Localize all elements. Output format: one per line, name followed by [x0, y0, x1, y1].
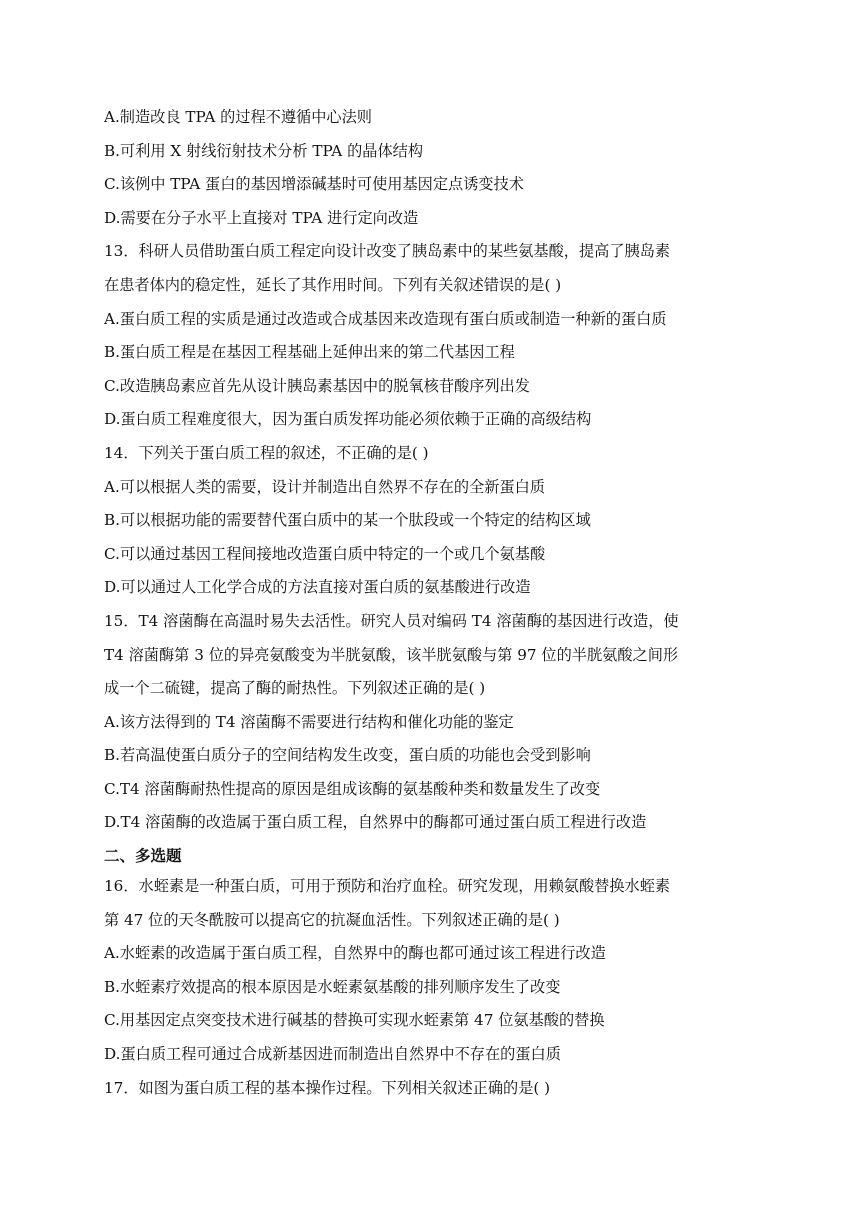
section-heading-multiple-choice: 二、多选题: [104, 847, 182, 866]
option-line: D.T4 溶菌酶的改造属于蛋白质工程，自然界中的酶都可通过蛋白质工程进行改造: [104, 813, 647, 832]
option-line: C.该例中 TPA 蛋白的基因增添碱基时可使用基因定点诱变技术: [104, 175, 524, 194]
question-15-stem: T4 溶菌酶第 3 位的异亮氨酸变为半胱氨酸，该半胱氨酸与第 97 位的半胱氨酸之间形: [104, 645, 679, 664]
option-line: C.改造胰岛素应首先从设计胰岛素基因中的脱氧核苷酸序列出发: [104, 376, 530, 395]
option-line: B.可以根据功能的需要替代蛋白质中的某一个肽段或一个特定的结构区域: [104, 511, 591, 530]
option-line: C.可以通过基因工程间接地改造蛋白质中特定的一个或几个氨基酸: [104, 544, 546, 563]
option-line: D.蛋白质工程可通过合成新基因进而制造出自然界中不存在的蛋白质: [104, 1045, 561, 1064]
option-line: C.T4 溶菌酶耐热性提高的原因是组成该酶的氨基酸种类和数量发生了改变: [104, 779, 601, 798]
option-line: A.蛋白质工程的实质是通过改造或合成基因来改造现有蛋白质或制造一种新的蛋白质: [104, 309, 667, 328]
question-16-stem: 16．水蛭素是一种蛋白质，可用于预防和治疗血栓。研究发现，用赖氨酸替换水蛭素: [104, 877, 671, 896]
question-block-16-17: [104, 870, 754, 1105]
option-line: A.水蛭素的改造属于蛋白质工程，自然界中的酶也都可通过该工程进行改造: [104, 944, 606, 963]
option-line: A.制造改良 TPA 的过程不遵循中心法则: [104, 108, 372, 126]
option-line: B.水蛭素疗效提高的根本原因是水蛭素氨基酸的排列顺序发生了改变: [104, 977, 561, 996]
option-line: D.需要在分子水平上直接对 TPA 进行定向改造: [104, 208, 419, 227]
question-15-stem: 成一个二硫键，提高了酶的耐热性。下列叙述正确的是( ): [104, 679, 486, 698]
option-line: B.若高温使蛋白质分子的空间结构发生改变，蛋白质的功能也会受到影响: [104, 746, 591, 765]
option-line: B.蛋白质工程是在基因工程基础上延伸出来的第二代基因工程: [104, 343, 515, 362]
option-line: A.可以根据人类的需要，设计并制造出自然界不存在的全新蛋白质: [104, 477, 546, 496]
option-line: B.可利用 X 射线衍射技术分析 TPA 的晶体结构: [104, 141, 424, 160]
option-line: A.该方法得到的 T4 溶菌酶不需要进行结构和催化功能的鉴定: [104, 712, 514, 731]
option-line: D.可以通过人工化学合成的方法直接对蛋白质的氨基酸进行改造: [104, 578, 531, 597]
option-line: D.蛋白质工程难度很大，因为蛋白质发挥功能必须依赖于正确的高级结构: [104, 410, 592, 429]
option-line: C.用基因定点突变技术进行碱基的替换可实现水蛭素第 47 位氨基酸的替换: [104, 1011, 605, 1030]
question-13-stem: 13．科研人员借助蛋白质工程定向设计改变了胰岛素中的某些氨基酸，提高了胰岛素: [104, 242, 671, 261]
question-block-12-15: [104, 101, 754, 840]
question-13-stem: 在患者体内的稳定性，延长了其作用时间。下列有关叙述错误的是( ): [104, 275, 562, 294]
document-page: [104, 101, 754, 1105]
question-14-stem: 14．下列关于蛋白质工程的叙述，不正确的是( ): [104, 443, 429, 462]
question-17-stem: 17．如图为蛋白质工程的基本操作过程。下列相关叙述正确的是( ): [104, 1078, 551, 1097]
question-15-stem: 15．T4 溶菌酶在高温时易失去活性。研究人员对编码 T4 溶菌酶的基因进行改造，使: [104, 611, 679, 630]
question-16-stem: 第 47 位的天冬酰胺可以提高它的抗凝血活性。下列叙述正确的是( ): [104, 910, 560, 929]
